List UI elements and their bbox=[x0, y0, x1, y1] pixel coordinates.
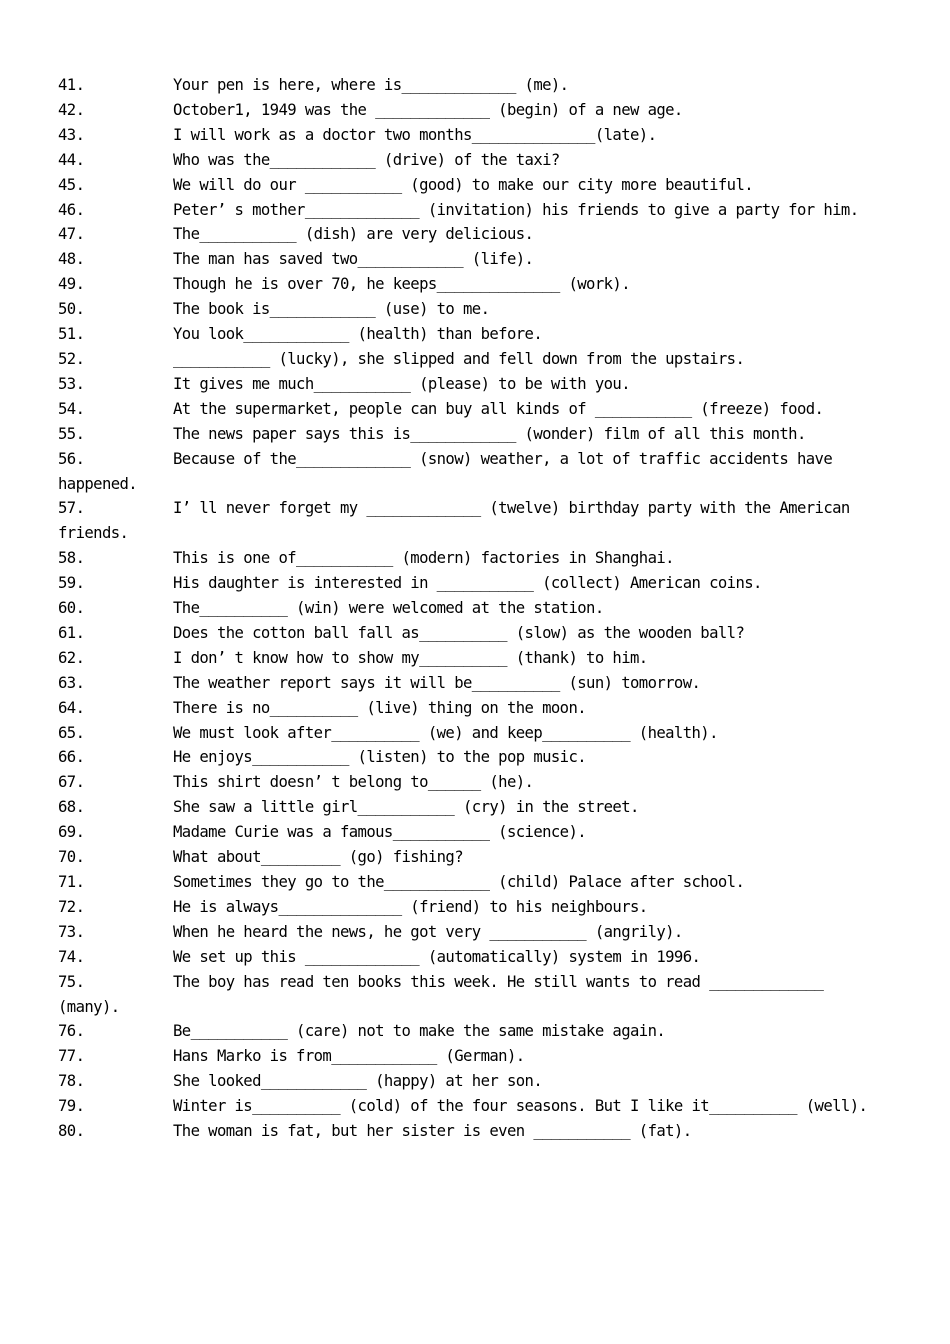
item-sentence: I don’ t know how to show my__________ (thank) to him. bbox=[173, 648, 648, 667]
item-number: 55. bbox=[58, 424, 85, 443]
item-number: 56. bbox=[58, 449, 85, 468]
exercise-item bbox=[58, 721, 878, 746]
item-sentence: We must look after__________ (we) and keep__________ (health). bbox=[173, 723, 718, 742]
item-sentence: Hans Marko is from____________ (German). bbox=[173, 1047, 525, 1066]
item-sentence: Your pen is here, where is_____________ (me). bbox=[173, 76, 569, 94]
item-number: 49. bbox=[58, 275, 85, 294]
item-sentence: The__________ (win) were welcomed at the station. bbox=[173, 599, 604, 618]
item-number: 73. bbox=[58, 922, 85, 941]
item-number: 59. bbox=[58, 574, 85, 593]
exercise-item bbox=[58, 73, 878, 98]
exercise-item bbox=[58, 372, 878, 397]
exercise-item bbox=[58, 546, 878, 571]
item-number: 71. bbox=[58, 873, 85, 891]
item-number: 58. bbox=[58, 549, 85, 568]
exercise-item bbox=[58, 447, 878, 497]
exercise-item bbox=[58, 322, 878, 347]
item-sentence: Who was the____________ (drive) of the taxi? bbox=[173, 150, 560, 169]
exercise-item bbox=[58, 895, 878, 920]
item-number: 52. bbox=[58, 349, 85, 368]
item-number: 70. bbox=[58, 848, 85, 867]
exercise-item bbox=[58, 671, 878, 696]
exercise-item bbox=[58, 1094, 878, 1119]
item-sentence: The weather report says it will be__________ (sun) tomorrow. bbox=[173, 673, 701, 692]
item-number: 48. bbox=[58, 250, 85, 269]
exercise-item bbox=[58, 123, 878, 148]
item-sentence: The book is____________ (use) to me. bbox=[173, 300, 490, 319]
item-sentence: She saw a little girl___________ (cry) in the street. bbox=[173, 798, 639, 817]
exercise-item bbox=[58, 795, 878, 820]
item-sentence: He enjoys___________ (listen) to the pop music. bbox=[173, 748, 587, 767]
item-number: 47. bbox=[58, 225, 85, 244]
item-number: 68. bbox=[58, 798, 85, 817]
exercise-page bbox=[58, 73, 878, 1144]
item-number: 46. bbox=[58, 200, 85, 219]
exercise-item bbox=[58, 1044, 878, 1069]
exercise-item bbox=[58, 870, 878, 895]
item-number: 44. bbox=[58, 150, 85, 169]
item-number: 77. bbox=[58, 1047, 85, 1066]
item-number: 66. bbox=[58, 748, 85, 767]
item-sentence: Because of the_____________ (snow) weather, a lot of traffic accidents have happened. bbox=[58, 449, 841, 493]
item-number: 74. bbox=[58, 947, 85, 966]
item-number: 51. bbox=[58, 325, 85, 344]
item-number: 43. bbox=[58, 125, 85, 144]
item-sentence: Madame Curie was a famous___________ (science). bbox=[173, 823, 587, 842]
item-number: 61. bbox=[58, 623, 85, 642]
item-sentence: The___________ (dish) are very delicious. bbox=[173, 225, 534, 244]
item-sentence: He is always______________ (friend) to his neighbours. bbox=[173, 897, 648, 916]
item-number: 50. bbox=[58, 300, 85, 319]
item-number: 69. bbox=[58, 823, 85, 842]
exercise-item bbox=[58, 1019, 878, 1044]
item-sentence: Be___________ (care) not to make the same mistake again. bbox=[173, 1022, 666, 1041]
item-sentence: When he heard the news, he got very ___________ (angrily). bbox=[173, 922, 683, 941]
item-sentence: The boy has read ten books this week. He still wants to read _____________ (many). bbox=[58, 972, 833, 1016]
item-sentence: We set up this _____________ (automatically) system in 1996. bbox=[173, 947, 701, 966]
exercise-item bbox=[58, 1119, 878, 1144]
item-sentence: Peter’ s mother_____________ (invitation) his friends to give a party for him. bbox=[173, 200, 859, 219]
exercise-item bbox=[58, 148, 878, 173]
item-sentence: Winter is__________ (cold) of the four seasons. But I like it__________ (well). bbox=[173, 1097, 868, 1116]
item-sentence: This is one of___________ (modern) factories in Shanghai. bbox=[173, 549, 674, 568]
exercise-item bbox=[58, 696, 878, 721]
item-sentence: We will do our ___________ (good) to make our city more beautiful. bbox=[173, 175, 754, 194]
item-sentence: What about_________ (go) fishing? bbox=[173, 848, 464, 867]
exercise-item bbox=[58, 1069, 878, 1094]
item-sentence: At the supermarket, people can buy all kinds of ___________ (freeze) food. bbox=[173, 399, 824, 418]
exercise-item bbox=[58, 920, 878, 945]
exercise-item bbox=[58, 397, 878, 422]
exercise-item bbox=[58, 571, 878, 596]
item-number: 79. bbox=[58, 1097, 85, 1116]
item-number: 53. bbox=[58, 374, 85, 393]
item-sentence: ___________ (lucky), she slipped and fell down from the upstairs. bbox=[173, 349, 745, 368]
exercise-item bbox=[58, 945, 878, 970]
item-number: 64. bbox=[58, 698, 85, 717]
exercise-item bbox=[58, 198, 878, 223]
item-sentence: This shirt doesn’ t belong to______ (he). bbox=[173, 773, 534, 792]
exercise-item bbox=[58, 247, 878, 272]
item-sentence: The woman is fat, but her sister is even ___________ (fat). bbox=[173, 1122, 692, 1141]
exercise-item bbox=[58, 970, 878, 1020]
item-number: 54. bbox=[58, 399, 85, 418]
exercise-item bbox=[58, 98, 878, 123]
item-number: 65. bbox=[58, 723, 85, 742]
exercise-item bbox=[58, 173, 878, 198]
item-sentence: His daughter is interested in ___________ (collect) American coins. bbox=[173, 574, 762, 593]
item-sentence: Sometimes they go to the____________ (child) Palace after school. bbox=[173, 873, 745, 891]
exercise-item bbox=[58, 272, 878, 297]
item-sentence: I will work as a doctor two months______________(late). bbox=[173, 125, 657, 144]
item-number: 76. bbox=[58, 1022, 85, 1041]
item-sentence: I’ ll never forget my _____________ (twelve) birthday party with the American friends. bbox=[58, 499, 859, 543]
exercise-item bbox=[58, 770, 878, 795]
exercise-item bbox=[58, 422, 878, 447]
item-number: 67. bbox=[58, 773, 85, 792]
exercise-item bbox=[58, 596, 878, 621]
item-sentence: The man has saved two____________ (life). bbox=[173, 250, 534, 269]
item-sentence: The news paper says this is____________ (wonder) film of all this month. bbox=[173, 424, 806, 443]
exercise-item bbox=[58, 496, 878, 546]
exercise-item bbox=[58, 820, 878, 845]
item-number: 45. bbox=[58, 175, 85, 194]
item-number: 80. bbox=[58, 1122, 85, 1141]
item-number: 75. bbox=[58, 972, 85, 991]
item-number: 60. bbox=[58, 599, 85, 618]
exercise-item bbox=[58, 845, 878, 870]
item-sentence: Does the cotton ball fall as__________ (slow) as the wooden ball? bbox=[173, 623, 745, 642]
exercise-item bbox=[58, 347, 878, 372]
exercise-item bbox=[58, 297, 878, 322]
item-number: 42. bbox=[58, 100, 85, 119]
item-number: 72. bbox=[58, 897, 85, 916]
item-sentence: There is no__________ (live) thing on the moon. bbox=[173, 698, 587, 717]
exercise-item bbox=[58, 621, 878, 646]
item-sentence: Though he is over 70, he keeps______________ (work). bbox=[173, 275, 630, 294]
item-sentence: October1, 1949 was the _____________ (begin) of a new age. bbox=[173, 100, 683, 119]
item-number: 41. bbox=[58, 76, 85, 94]
item-number: 63. bbox=[58, 673, 85, 692]
exercise-item bbox=[58, 222, 878, 247]
item-sentence: You look____________ (health) than before. bbox=[173, 325, 543, 344]
exercise-item bbox=[58, 646, 878, 671]
item-number: 57. bbox=[58, 499, 85, 518]
item-sentence: She looked____________ (happy) at her son. bbox=[173, 1072, 543, 1091]
item-sentence: It gives me much___________ (please) to be with you. bbox=[173, 374, 630, 393]
item-number: 62. bbox=[58, 648, 85, 667]
item-number: 78. bbox=[58, 1072, 85, 1091]
exercise-item bbox=[58, 745, 878, 770]
